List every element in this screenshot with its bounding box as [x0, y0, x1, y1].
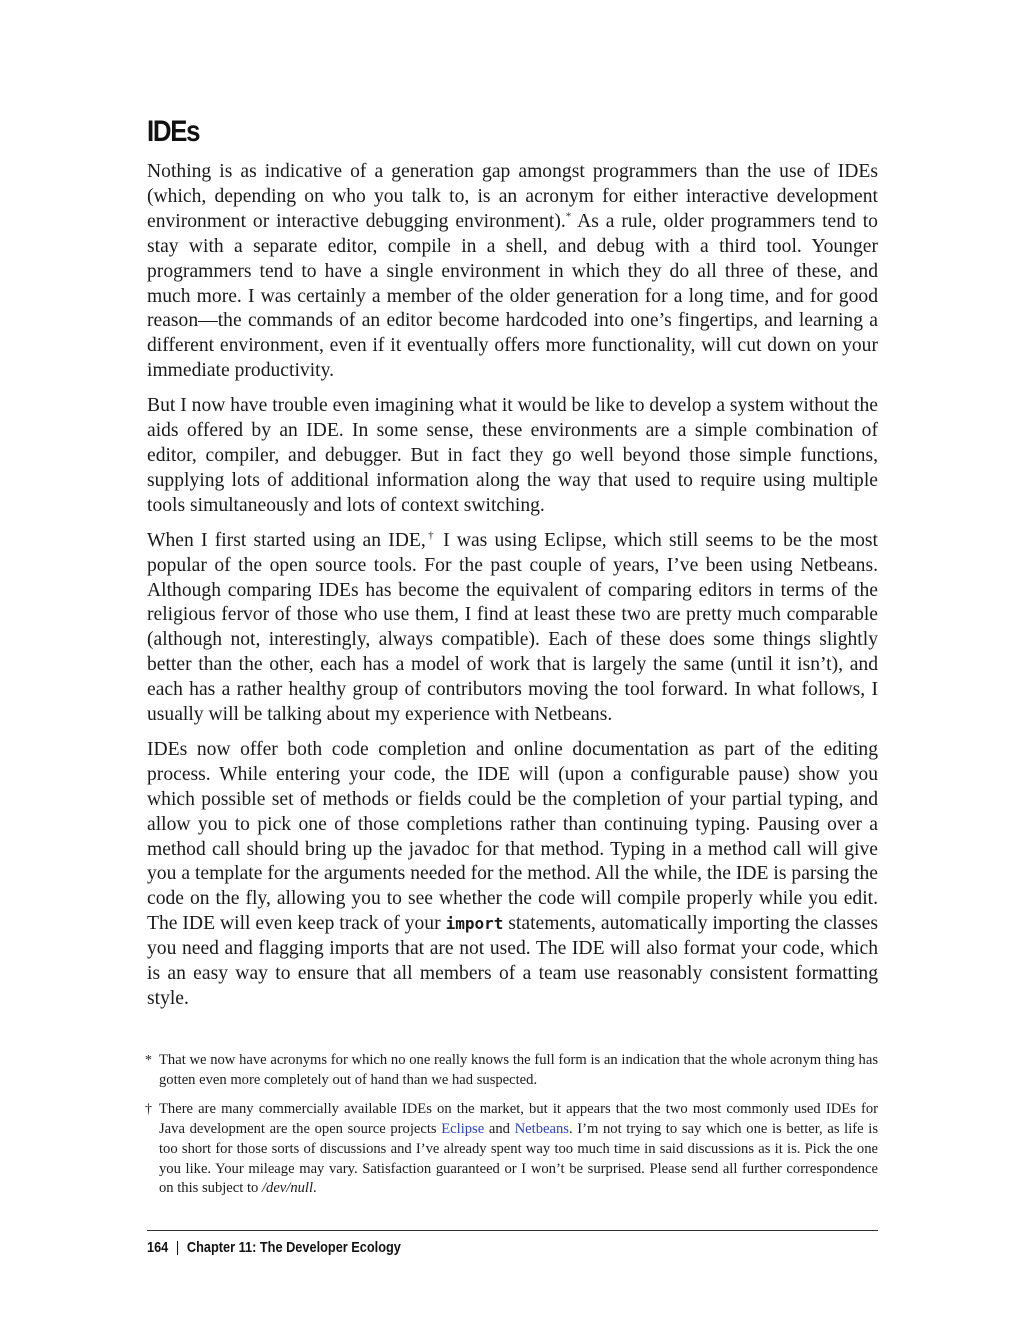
- paragraph-4-text-a: IDEs now offer both code completion and online documentation as part of the editing process. While entering your code, the IDE will (upon a configurable pause) show you which possible set of methods or fields could be the completion of your partial typing, and allow you to pick one of those completions rather than continuing typing. Pausing over a method call should bring up the javadoc for that method. Typing in a method call will give you a template for the arguments needed for the method. All the while, the IDE is parsing the code on the fly, allowing you to see whether the code will compile properly while you edit. The IDE will even keep track of your: [147, 738, 878, 935]
- footnote-2-text-c: . I’m not trying to say which one is better, as life is too short for those sorts of discussions and I’ve already spent way too much time in said discussions as it is. Pick the one you like. Your mileage may vary. Satisfaction guaranteed or I won’t be surprised. Please send all further correspondence on this subject to: [159, 1121, 879, 1197]
- footnote-1-text: That we now have acronyms for which no one really knows the full form is an indication that the whole acronym thing has gotten even more completely out of hand than we had suspected.: [159, 1052, 878, 1088]
- eclipse-link[interactable]: Eclipse: [441, 1121, 485, 1138]
- footnote-2-mark: †: [145, 1102, 152, 1118]
- footnote-1-mark: *: [145, 1053, 152, 1068]
- footnote-1: [147, 1051, 878, 1090]
- section-title: IDEs: [147, 115, 200, 148]
- paragraph-4-text-b: statements, automatically importing the classes you need and flagging imports that are not used. The IDE will also format your code, which is an easy way to ensure that all members of a team use reasonably consistent formatting style.: [147, 913, 878, 1009]
- footer-separator: |: [175, 1239, 180, 1256]
- page-content: [147, 112, 878, 1022]
- footnote-2-text-d: .: [313, 1180, 317, 1197]
- paragraph-3: [147, 529, 878, 728]
- footer-divider: [147, 1230, 878, 1231]
- footnotes: [147, 1051, 878, 1209]
- paragraph-3-text-b: I was using Eclipse, which still seems to be the most popular of the open source tools. For the past couple of years, I’ve been using Netbeans. Although comparing IDEs has become the equivalent of comparing editors in terms of the religious fervor of those who use them, I find at least these two are pretty much comparable (although not, interestingly, always compatible). Each of these does some things slightly better than the other, each has a model of work that is largely the same (until it isn’t), and each has a rather healthy group of contributors moving the tool forward. In what follows, I usually will be talking about my experience with Netbeans.: [147, 529, 878, 726]
- footnote-2: [147, 1100, 878, 1199]
- chapter-title: Chapter 11: The Developer Ecology: [186, 1239, 401, 1256]
- paragraph-2: But I now have trouble even imagining what it would be like to develop a system without the aids offered by an IDE. In some sense, these environments are a simple combination of editor, compiler, and debugger. But in fact they go well beyond those simple functions, supplying lots of additional information along the way that used to require using multiple tools simultaneously and lots of context switching.: [147, 395, 878, 516]
- page-footer: [147, 1239, 401, 1256]
- netbeans-link[interactable]: Netbeans: [514, 1121, 569, 1138]
- paragraph-3-text-a: When I first started using an IDE,: [147, 529, 426, 551]
- footnote-2-text-b: and: [484, 1121, 515, 1138]
- footnote-2-text-a: There are many commercially available IDEs on the market, but it appears that the two most commonly used IDEs for Java development are the open source projects: [159, 1101, 878, 1138]
- inline-code-import: import: [445, 914, 504, 934]
- paragraph-4: [147, 738, 878, 1012]
- page-number: 164: [147, 1239, 169, 1256]
- paragraph-1: [147, 160, 878, 384]
- paragraph-1-text-b: As a rule, older programmers tend to stay with a separate editor, compile in a shell, and debug with a third tool. Younger programmers tend to have a single environment in which they do all three of these, and much more. I was certainly a member of the older generation for a long time, and for good reason—the commands of an editor become hardcoded into one’s fingertips, and learning a different environment, even if it eventually offers more functionality, will cut down on your immediate productivity.: [147, 210, 878, 382]
- footnote-ref-1[interactable]: *: [565, 210, 572, 223]
- footnote-ref-2[interactable]: †: [425, 529, 436, 542]
- paragraph-1-text-a: Nothing is as indicative of a generation gap amongst programmers than the use of IDEs (which, depending on who you talk to, is an acronym for either interactive development environment or interactive debugging environment).: [147, 161, 878, 232]
- dev-null-path: /dev/null: [261, 1180, 314, 1197]
